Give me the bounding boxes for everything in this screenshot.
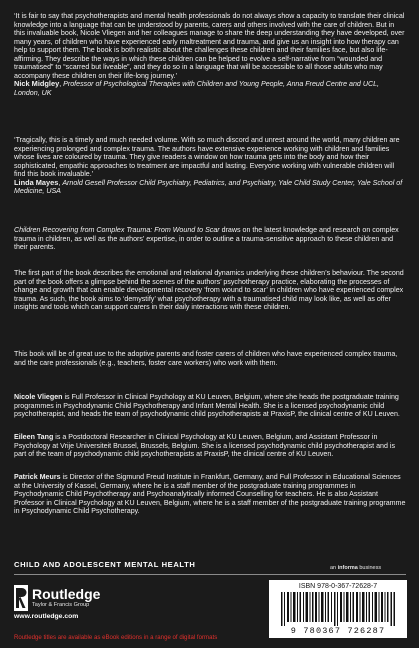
- author-name: Eileen Tang: [14, 433, 54, 441]
- endorsement-author-role: Arnold Gesell Professor Child Psychiatry, Pediatrics, and Psychiatry, Yale Child Study Center, Yale School of Medicine, USA: [14, 178, 403, 196]
- author-bio-vliegen: [14, 393, 406, 419]
- description-text: The first part of the book describes the emotional and relational dynamics underlying these children’s behaviour. The second part of the book offers a glimpse behind the scenes of the authors’ psychotherapy practice, elaborating the processes of change and growth that can enable developmental recovery ‘from wound to scar’ in children who have experienced complex trauma. As such, the book aims to ‘demystify’ what psychotherapy with a traumatised child may look like, as well as offer insights and tools which can support carers in their daily interactions with these children.: [14, 269, 404, 312]
- endorsement-author: Linda Mayes: [14, 177, 59, 187]
- publisher-logo: [14, 585, 134, 615]
- book-intro: [14, 226, 406, 252]
- intro-text: draws on the latest knowledge and research on complex trauma in children, as well as the authors’ expertise, in order to outline a trauma-sensitive approach to these children and their parents.: [14, 226, 399, 252]
- book-description: [14, 269, 406, 312]
- barcode-panel: [269, 580, 407, 638]
- informa-prefix: an: [330, 565, 338, 571]
- author-bio-meurs: [14, 473, 406, 516]
- author-bio-text: is Director of the Sigmund Freud Institute in Frankfurt, Germany, and Full Professor in Educational Sciences at the University of Kassel, Germany, where he is a staff member of the postgraduate training programmes in Psychodynamic Child Psychotherapy and Psychoanalytically informed Counselling for teachers. He is also Assistant Professor in Clinical Psychology at KU Leuven, Belgium, where he is a staff member of the postgraduate training programme in Psychodynamic Child Psychotherapy.: [14, 473, 406, 516]
- publisher-name: Routledge: [32, 586, 101, 602]
- divider: [14, 574, 406, 575]
- publisher-group: Taylor & Francis Group: [32, 602, 90, 608]
- ebook-note: Routledge titles are available as eBook editions in a range of digital formats: [14, 634, 218, 641]
- barcode-number: 9 780367 726287: [290, 626, 386, 636]
- informa-suffix: business: [357, 565, 382, 571]
- endorsement-text: ‘Tragically, this is a timely and much needed volume. With so much discord and unrest around the world, many children are experiencing prolonged and complex trauma. The authors have extensive experience working with children and families whose lives are coloured by trauma. They give readers a window on how trauma gets into the body and how their sophisticated, empathic approaches to treatment are impactful and lasting. Everyone working with vulnerable children will find this book invaluable.’: [14, 136, 400, 179]
- endorsement-mayes: ‘Tragically, this is a timely and much needed volume. With so much discord and unrest around the world, many children are experiencing prolonged and complex trauma. The authors have extensive experience working with children and families whose lives are coloured by trauma. They give readers a window on how trauma gets into the body and how their sophisticated, empathic approaches to treatment are impactful and lasting. Everyone working with vulnerable children will find this book invaluable.’ Linda Mayes, Arnold Gesell Professor Child Psychiatry, Pediatrics, and Psychiatry, Yale Child Study Center, Yale School of Medicine, USA: [14, 136, 403, 196]
- publisher-website[interactable]: www.routledge.com: [14, 613, 79, 620]
- author-bio-text: is a Postdoctoral Researcher in Clinical Psychology at KU Leuven, Belgium, and Assistant Professor in Psychology at Vrije Universiteit Brussel, Brussels, Belgium. She is a licensed psychodynamic child psychotherapist and is part of the team of psychodynamic child psychotherapists at PraxisP, the clinical centre of KU Leuven.: [14, 433, 396, 459]
- audience-text: This book will be of great use to the adoptive parents and foster carers of children who have experienced complex trauma, and the care professionals (e.g., teachers, foster care workers) who work with them.: [14, 350, 398, 367]
- endorsement-author-role: Professor of Psychological Therapies with Children and Young People, Anna Freud Centre and UCL, London, UK: [14, 80, 379, 97]
- series-title: CHILD AND ADOLESCENT MENTAL HEALTH: [14, 560, 196, 569]
- routledge-r-logo-icon: [14, 585, 28, 611]
- barcode-icon: [281, 592, 395, 626]
- author-bio-text: is Full Professor in Clinical Psychology at KU Leuven, Belgium, where she heads the postgraduate training programmes in Psychodynamic Child Psychotherapy and Infant Mental Health. She is a licensed psychodynamic child psychotherapist, and heads the team of psychodynamic child psychotherapists at PraxisP, the clinical centre of KU Leuven.: [14, 393, 400, 419]
- endorsement-author: Nick Midgley: [14, 79, 60, 89]
- informa-brand: informa: [337, 565, 358, 571]
- author-name: Patrick Meurs: [14, 473, 61, 481]
- author-name: Nicole Vliegen: [14, 393, 63, 401]
- endorsement-midgley: ‘It is fair to say that psychotherapists and mental health professionals do not always show a capacity to translate their clinical knowledge into a language that can be understood by parents, carers and others involved with the care of children. But in this invaluable book, Nicole Vliegen and her colleagues manage to share the deep understanding they have developed, over many years, of children who have experienced early maltreatment and trauma, and give us an insight into how therapy can help to support them. The book is both realistic about the challenges these children and their families face, but also life-affirming. They describe the ways in which these children can be helped to evolve a self-narrative from “wounded and traumatised” to “scarred but liveable”, and they do so in a language that will be accessible to all those adults who may accompany these children on their life-long journey.’ Nick Midgley, Professor of Psychological Therapies with Children and Young People, Anna Freud Centre and UCL, London, UK: [14, 12, 405, 97]
- isbn-label: ISBN 978-0-367-72628-7: [298, 583, 378, 590]
- informa-business-label: [330, 565, 381, 571]
- author-bio-tang: [14, 433, 406, 459]
- endorsement-text: ‘It is fair to say that psychotherapists and mental health professionals do not always show a capacity to translate their clinical knowledge into a language that can be understood by parents, carers and others involved with the care of children. But in this invaluable book, Nicole Vliegen and her colleagues manage to share the deep understanding they have developed, over many years, of children who have experienced early maltreatment and trauma, and give us an insight into how therapy can help to support them. The book is both realistic about the challenges these children and their families face, but also life-affirming. They describe the ways in which these children can be helped to evolve a self-narrative from “wounded and traumatised” to “scarred but liveable”, and they do so in a language that will be accessible to all those adults who may accompany these children on their life-long journey.’: [14, 12, 405, 80]
- book-title: Children Recovering from Complex Trauma: From Wound to Scar: [14, 226, 220, 234]
- book-audience: [14, 350, 406, 367]
